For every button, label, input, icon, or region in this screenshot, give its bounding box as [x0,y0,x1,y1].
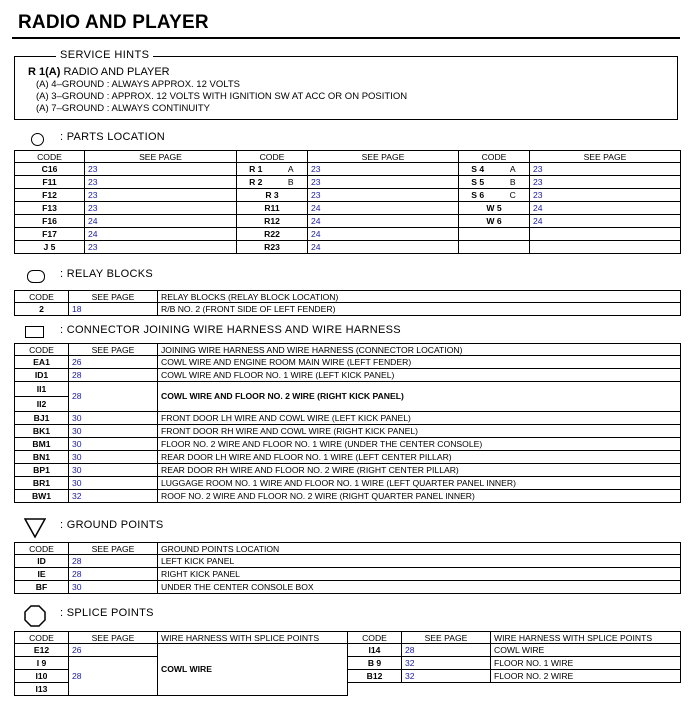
part-code: W 5 [459,202,530,215]
see-page-link[interactable]: 32 [402,657,491,670]
col-header-code: CODE [15,632,69,644]
empty-cell [348,683,402,696]
part-sub: B [275,176,308,189]
circle-icon [31,133,44,146]
hint-main-label: RADIO AND PLAYER [63,66,170,78]
see-page-link[interactable]: 24 [85,215,237,228]
col-header-code: CODE [15,344,69,356]
col-header-see-page: SEE PAGE [308,151,459,163]
connector-code: II1 [15,382,69,397]
parts-location-title: : PARTS LOCATION [60,131,166,143]
see-page-link[interactable]: 24 [308,228,459,241]
relay-code: 2 [15,303,69,316]
col-header-code: CODE [15,291,69,303]
splice-hexagon-icon [24,605,46,627]
table-row [15,438,681,451]
col-header-see-page: SEE PAGE [402,632,491,644]
col-header-see-page: SEE PAGE [69,543,158,555]
table-row [15,356,681,369]
connector-code: BW1 [15,490,69,503]
splice-desc: COWL WIRE [158,644,348,696]
col-header-desc: JOINING WIRE HARNESS AND WIRE HARNESS (CONNECTOR LOCATION) [158,344,681,356]
part-code: S 5 [459,176,497,189]
table-row [15,176,681,189]
see-page-link[interactable]: 23 [85,241,237,254]
see-page-link[interactable]: 23 [530,189,681,202]
see-page-link[interactable]: 24 [308,202,459,215]
connector-code: BJ1 [15,412,69,425]
connector-desc: COWL WIRE AND FLOOR NO. 1 WIRE (LEFT KICK PANEL) [158,369,681,382]
connectors-table [14,343,681,503]
see-page-link[interactable]: 32 [69,490,158,503]
see-page-link[interactable]: 30 [69,412,158,425]
ground-code: IE [15,568,69,581]
service-hint-line: (A) 7–GROUND : ALWAYS CONTINUITY [36,103,211,114]
service-hints-legend: SERVICE HINTS [56,49,153,61]
see-page-link[interactable]: 32 [402,670,491,683]
connector-code: BN1 [15,451,69,464]
table-row [15,189,681,202]
connector-desc: FRONT DOOR RH WIRE AND COWL WIRE (RIGHT KICK PANEL) [158,425,681,438]
col-header-see-page: SEE PAGE [69,344,158,356]
connector-desc: COWL WIRE AND FLOOR NO. 2 WIRE (RIGHT KICK PANEL) [158,382,681,412]
part-code: J 5 [15,241,85,254]
part-code: R 2 [237,176,275,189]
see-page-link[interactable]: 30 [69,477,158,490]
table-row [15,202,681,215]
see-page-link[interactable]: 23 [308,163,459,176]
col-header-desc: RELAY BLOCKS (RELAY BLOCK LOCATION) [158,291,681,303]
see-page-link[interactable]: 26 [69,644,158,657]
see-page-link[interactable]: 28 [69,382,158,412]
see-page-link[interactable]: 23 [85,202,237,215]
part-code: R12 [237,215,308,228]
col-header-desc: WIRE HARNESS WITH SPLICE POINTS [158,632,348,644]
table-row [15,215,681,228]
table-row [15,644,681,657]
splice-code: I10 [15,670,69,683]
splice-points-title: : SPLICE POINTS [60,607,154,619]
table-row [15,555,681,568]
connector-desc: REAR DOOR RH WIRE AND FLOOR NO. 2 WIRE (RIGHT CENTER PILLAR) [158,464,681,477]
table-row [15,163,681,176]
connector-desc: COWL WIRE AND ENGINE ROOM MAIN WIRE (LEFT FENDER) [158,356,681,369]
part-code: R22 [237,228,308,241]
table-row [15,657,681,670]
part-code: F11 [15,176,85,189]
ground-points-table [14,542,681,594]
connector-desc: FRONT DOOR LH WIRE AND COWL WIRE (LEFT KICK PANEL) [158,412,681,425]
empty-cell [530,228,681,241]
relay-blocks-title: : RELAY BLOCKS [60,268,154,280]
see-page-link[interactable]: 28 [69,555,158,568]
see-page-link[interactable]: 23 [85,189,237,202]
ground-points-title: : GROUND POINTS [60,519,164,531]
service-hint-line: (A) 4–GROUND : ALWAYS APPROX. 12 VOLTS [36,79,240,90]
connector-desc: REAR DOOR LH WIRE AND FLOOR NO. 1 WIRE (LEFT CENTER PILLAR) [158,451,681,464]
col-header-see-page: SEE PAGE [69,632,158,644]
connectors-title: : CONNECTOR JOINING WIRE HARNESS AND WIRE HARNESS [60,324,401,336]
table-row [15,369,681,382]
ground-desc: RIGHT KICK PANEL [158,568,681,581]
see-page-link[interactable]: 28 [402,644,491,657]
connector-code: ID1 [15,369,69,382]
see-page-link[interactable]: 28 [69,369,158,382]
splice-code: E12 [15,644,69,657]
table-row [15,477,681,490]
col-header-see-page: SEE PAGE [85,151,237,163]
connector-code: II2 [15,397,69,412]
see-page-link[interactable]: 23 [308,189,459,202]
col-header-code: CODE [459,151,530,163]
table-row [15,490,681,503]
splice-desc: FLOOR NO. 1 WIRE [491,657,681,670]
relay-desc: R/B NO. 2 (FRONT SIDE OF LEFT FENDER) [158,303,681,316]
see-page-link[interactable]: 24 [308,241,459,254]
see-page-link[interactable]: 30 [69,425,158,438]
table-row [15,412,681,425]
splice-code: B 9 [348,657,402,670]
ground-desc: UNDER THE CENTER CONSOLE BOX [158,581,681,594]
see-page-link[interactable]: 24 [308,215,459,228]
splice-code: I 9 [15,657,69,670]
relay-blocks-table [14,290,681,316]
part-code: F17 [15,228,85,241]
col-header-desc: GROUND POINTS LOCATION [158,543,681,555]
connector-icon [25,326,44,338]
ground-code: ID [15,555,69,568]
table-row [15,464,681,477]
table-row [15,451,681,464]
table-row [15,568,681,581]
col-header-desc: WIRE HARNESS WITH SPLICE POINTS [491,632,681,644]
see-page-link[interactable]: 30 [69,451,158,464]
connector-desc: FLOOR NO. 2 WIRE AND FLOOR NO. 1 WIRE (UNDER THE CENTER CONSOLE) [158,438,681,451]
connector-code: BR1 [15,477,69,490]
ground-desc: LEFT KICK PANEL [158,555,681,568]
table-row [15,241,681,254]
part-code: F13 [15,202,85,215]
empty-cell [459,241,530,254]
see-page-link[interactable]: 30 [69,581,158,594]
see-page-link[interactable]: 23 [308,176,459,189]
part-sub: B [497,176,530,189]
see-page-link[interactable]: 28 [69,657,158,696]
see-page-link[interactable]: 23 [530,176,681,189]
ground-code: BF [15,581,69,594]
title-rule [12,37,680,39]
empty-cell [530,241,681,254]
col-header-code: CODE [237,151,308,163]
see-page-link[interactable]: 24 [85,228,237,241]
col-header-code: CODE [15,543,69,555]
see-page-link[interactable]: 18 [69,303,158,316]
service-hint-line: (A) 3–GROUND : APPROX. 12 VOLTS WITH IGNITION SW AT ACC OR ON POSITION [36,91,408,102]
connector-code: EA1 [15,356,69,369]
see-page-link[interactable]: 30 [69,438,158,451]
connector-desc: ROOF NO. 2 WIRE AND FLOOR NO. 2 WIRE (RIGHT QUARTER PANEL INNER) [158,490,681,503]
parts-location-table [14,150,681,254]
part-code: R 1 [237,163,275,176]
see-page-link[interactable]: 30 [69,464,158,477]
see-page-link[interactable]: 24 [530,202,681,215]
col-header-see-page: SEE PAGE [69,291,158,303]
relay-block-icon [27,270,45,283]
col-header-code: CODE [15,151,85,163]
table-row [15,228,681,241]
empty-cell [459,228,530,241]
see-page-link[interactable]: 23 [530,163,681,176]
empty-cell [491,683,681,696]
col-header-see-page: SEE PAGE [530,151,681,163]
see-page-link[interactable]: 24 [530,215,681,228]
part-code: F16 [15,215,85,228]
part-code: C16 [15,163,85,176]
table-row [15,382,681,397]
table-row [15,303,681,316]
col-header-code: CODE [348,632,402,644]
service-hint-main [28,66,170,78]
connector-code: BP1 [15,464,69,477]
splice-code: B12 [348,670,402,683]
empty-cell [402,683,491,696]
part-code: S 4 [459,163,497,176]
part-code: R11 [237,202,308,215]
see-page-link[interactable]: 28 [69,568,158,581]
connector-code: BM1 [15,438,69,451]
part-code: F12 [15,189,85,202]
connector-desc: LUGGAGE ROOM NO. 1 WIRE AND FLOOR NO. 1 WIRE (LEFT QUARTER PANEL INNER) [158,477,681,490]
see-page-link[interactable]: 23 [85,163,237,176]
page-title: RADIO AND PLAYER [18,12,209,33]
part-code: R23 [237,241,308,254]
table-row [15,425,681,438]
hint-main-id: R 1(A) [28,66,61,78]
see-page-link[interactable]: 26 [69,356,158,369]
part-code: W 6 [459,215,530,228]
part-sub: C [497,189,530,202]
part-sub: A [497,163,530,176]
splice-desc: COWL WIRE [491,644,681,657]
table-row [15,581,681,594]
splice-points-table [14,631,681,696]
splice-desc: FLOOR NO. 2 WIRE [491,670,681,683]
connector-code: BK1 [15,425,69,438]
splice-code: I14 [348,644,402,657]
see-page-link[interactable]: 23 [85,176,237,189]
ground-triangle-icon [24,518,46,538]
part-code: S 6 [459,189,497,202]
part-sub: A [275,163,308,176]
part-code: R 3 [237,189,308,202]
splice-code: I13 [15,683,69,696]
